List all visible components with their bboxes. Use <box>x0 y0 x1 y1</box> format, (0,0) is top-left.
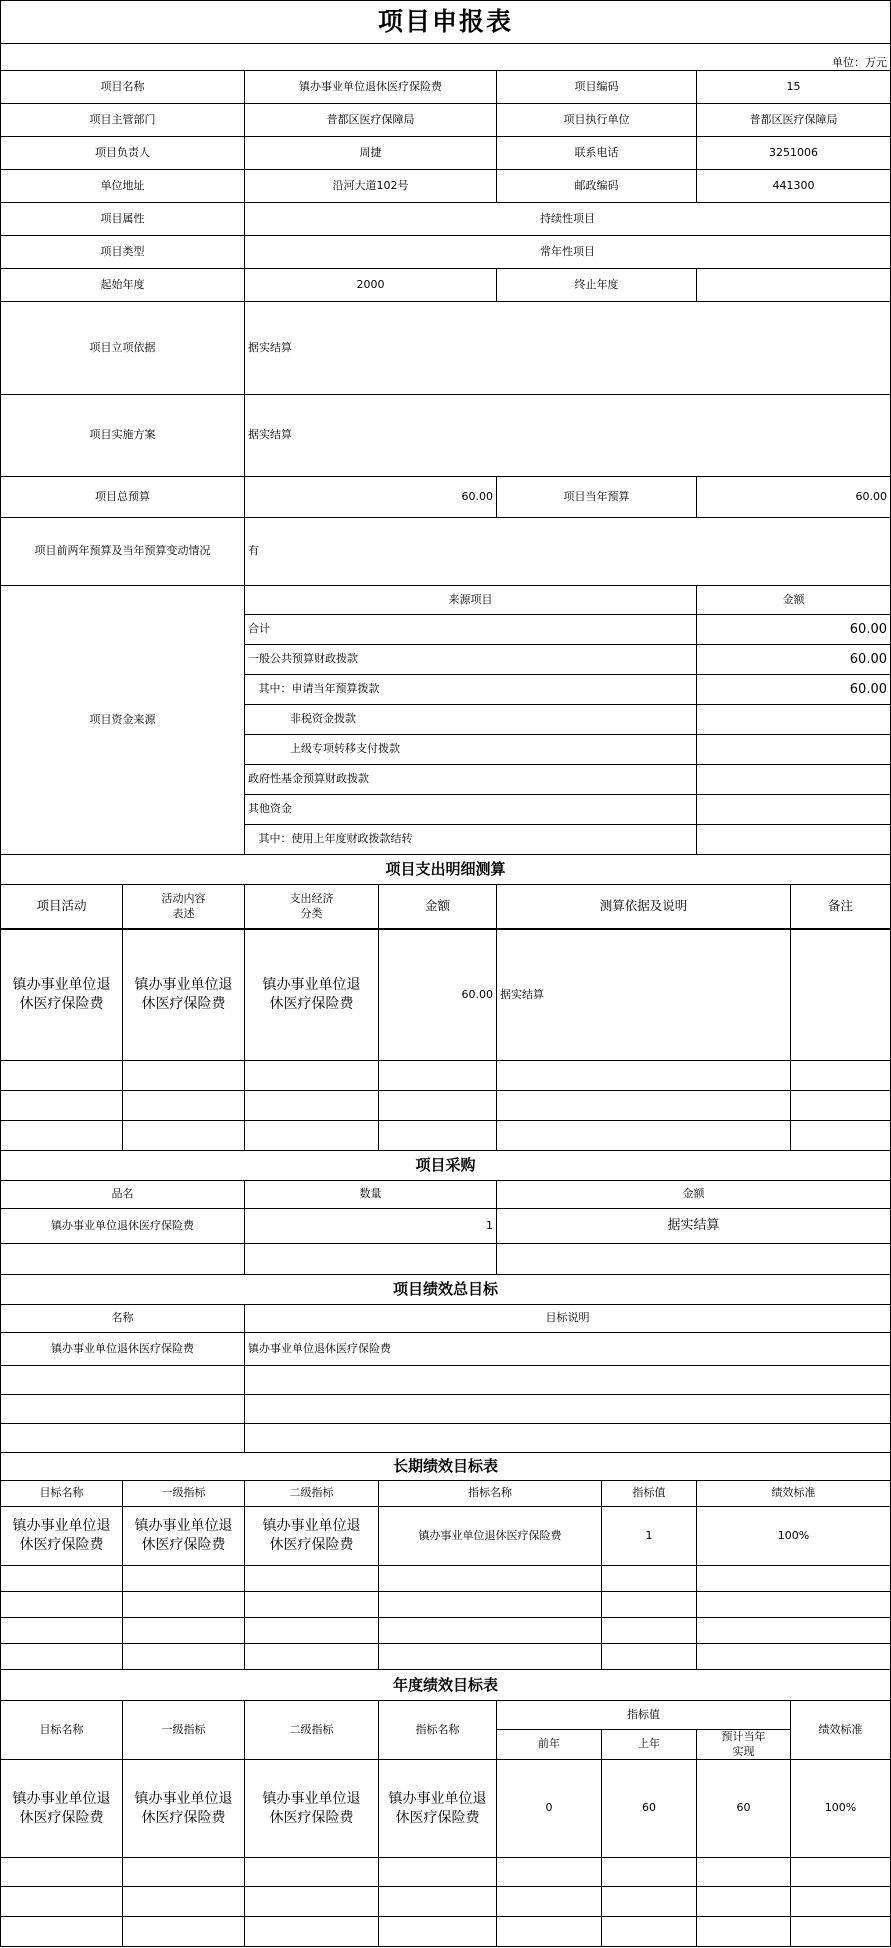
funding-row-name: 上级专项转移支付拨款 <box>244 734 697 765</box>
expense-content: 镇办事业单位退 休医疗保险费 <box>122 928 245 1061</box>
value-leader: 周捷 <box>244 136 497 170</box>
longterm-empty-cell <box>122 1565 245 1592</box>
goal-header: 名称 <box>0 1304 245 1333</box>
expense-empty-cell <box>496 1060 791 1091</box>
goal-empty-cell <box>244 1423 891 1453</box>
expense-empty-cell <box>0 1120 123 1151</box>
funding-row-name: 合计 <box>244 614 697 645</box>
procurement-item-amount: 据实结算 <box>496 1208 891 1244</box>
annual-prev2: 0 <box>496 1759 602 1858</box>
section-title-procurement: 项目采购 <box>0 1150 891 1181</box>
label-phone: 联系电话 <box>496 136 697 170</box>
expense-empty-cell <box>244 1090 379 1121</box>
longterm-empty-cell <box>0 1565 123 1592</box>
label-project-name: 项目名称 <box>0 70 245 104</box>
annual-empty-cell <box>244 1886 379 1917</box>
section-title-longterm: 长期绩效目标表 <box>0 1452 891 1481</box>
expense-note <box>790 928 891 1061</box>
longterm-header: 绩效标准 <box>696 1480 891 1507</box>
annual-header: 一级指标 <box>122 1700 245 1760</box>
longterm-header: 指标值 <box>601 1480 697 1507</box>
annual-empty-cell <box>122 1886 245 1917</box>
label-basis: 项目立项依据 <box>0 301 245 395</box>
longterm-empty-cell <box>696 1565 891 1592</box>
longterm-empty-cell <box>696 1591 891 1618</box>
annual-empty-cell <box>378 1916 497 1947</box>
label-address: 单位地址 <box>0 169 245 203</box>
expense-empty-cell <box>378 1120 497 1151</box>
longterm-empty-cell <box>601 1617 697 1644</box>
label-type: 项目类型 <box>0 235 245 269</box>
annual-standard: 100% <box>790 1759 891 1858</box>
annual-indicator: 镇办事业单位退 休医疗保险费 <box>378 1759 497 1858</box>
longterm-level2: 镇办事业单位退 休医疗保险费 <box>244 1506 379 1566</box>
procurement-header: 品名 <box>0 1180 245 1209</box>
annual-expected: 60 <box>696 1759 791 1858</box>
goal-empty-cell <box>0 1394 245 1424</box>
expense-empty-cell <box>122 1060 245 1091</box>
longterm-empty-cell <box>244 1565 379 1592</box>
procurement-empty-cell <box>0 1243 245 1275</box>
goal-header: 目标说明 <box>244 1304 891 1333</box>
annual-subheader: 前年 <box>496 1729 602 1760</box>
expense-empty-cell <box>378 1090 497 1121</box>
longterm-indicator: 镇办事业单位退休医疗保险费 <box>378 1506 602 1566</box>
label-leader: 项目负责人 <box>0 136 245 170</box>
expense-empty-cell <box>244 1120 379 1151</box>
funding-row-name: 一般公共预算财政拨款 <box>244 644 697 675</box>
section-title-annual: 年度绩效目标表 <box>0 1669 891 1701</box>
expense-empty-cell <box>496 1090 791 1121</box>
value-postcode: 441300 <box>696 169 891 203</box>
longterm-empty-cell <box>122 1617 245 1644</box>
funding-row-name: 其他资金 <box>244 794 697 825</box>
goal-name: 镇办事业单位退休医疗保险费 <box>0 1332 245 1366</box>
goal-empty-cell <box>244 1394 891 1424</box>
section-title-expense: 项目支出明细测算 <box>0 854 891 885</box>
longterm-empty-cell <box>601 1643 697 1670</box>
procurement-header: 数量 <box>244 1180 497 1209</box>
longterm-empty-cell <box>696 1643 891 1670</box>
unit-label: 单位：万元 <box>0 43 891 71</box>
value-project-code: 15 <box>696 70 891 104</box>
longterm-empty-cell <box>244 1591 379 1618</box>
annual-empty-cell <box>790 1886 891 1917</box>
value-budget-change: 有 <box>244 517 891 586</box>
procurement-item-qty: 1 <box>244 1208 497 1244</box>
expense-empty-cell <box>378 1060 497 1091</box>
annual-subheader: 预计当年 实现 <box>696 1729 791 1760</box>
annual-level2: 镇办事业单位退 休医疗保险费 <box>244 1759 379 1858</box>
label-exec-unit: 项目执行单位 <box>496 103 697 137</box>
expense-empty-cell <box>790 1090 891 1121</box>
value-phone: 3251006 <box>696 136 891 170</box>
annual-empty-cell <box>0 1857 123 1887</box>
value-plan: 据实结算 <box>244 394 891 477</box>
label-current-budget: 项目当年预算 <box>496 476 697 518</box>
annual-empty-cell <box>0 1916 123 1947</box>
label-project-code: 项目编码 <box>496 70 697 104</box>
expense-empty-cell <box>122 1120 245 1151</box>
longterm-target: 镇办事业单位退 休医疗保险费 <box>0 1506 123 1566</box>
annual-empty-cell <box>601 1886 697 1917</box>
annual-empty-cell <box>696 1886 791 1917</box>
longterm-empty-cell <box>378 1565 602 1592</box>
funding-row-amount <box>696 794 891 825</box>
annual-header: 指标名称 <box>378 1700 497 1760</box>
procurement-header: 金额 <box>496 1180 891 1209</box>
longterm-empty-cell <box>0 1617 123 1644</box>
funding-row-amount: 60.00 <box>696 644 891 675</box>
longterm-empty-cell <box>0 1591 123 1618</box>
expense-basis: 据实结算 <box>496 928 791 1061</box>
funding-row-amount: 60.00 <box>696 674 891 705</box>
annual-level1: 镇办事业单位退 休医疗保险费 <box>122 1759 245 1858</box>
value-start-year: 2000 <box>244 268 497 302</box>
annual-empty-cell <box>0 1886 123 1917</box>
expense-category: 镇办事业单位退 休医疗保险费 <box>244 928 379 1061</box>
expense-activity: 镇办事业单位退 休医疗保险费 <box>0 928 123 1061</box>
expense-header: 活动内容 表述 <box>122 884 245 929</box>
expense-header: 备注 <box>790 884 891 929</box>
value-current-budget: 60.00 <box>696 476 891 518</box>
funding-header-amount: 金额 <box>696 585 891 615</box>
annual-empty-cell <box>244 1916 379 1947</box>
expense-empty-cell <box>0 1090 123 1121</box>
funding-row-name: 其中：申请当年预算拨款 <box>244 674 697 705</box>
annual-empty-cell <box>696 1857 791 1887</box>
longterm-level1: 镇办事业单位退 休医疗保险费 <box>122 1506 245 1566</box>
longterm-empty-cell <box>378 1643 602 1670</box>
value-exec-unit: 普都区医疗保障局 <box>696 103 891 137</box>
longterm-header: 目标名称 <box>0 1480 123 1507</box>
expense-header: 项目活动 <box>0 884 123 929</box>
label-plan: 项目实施方案 <box>0 394 245 477</box>
expense-empty-cell <box>496 1120 791 1151</box>
funding-row-name: 政府性基金预算财政拨款 <box>244 764 697 795</box>
longterm-empty-cell <box>378 1591 602 1618</box>
annual-target: 镇办事业单位退 休医疗保险费 <box>0 1759 123 1858</box>
longterm-header: 二级指标 <box>244 1480 379 1507</box>
value-basis: 据实结算 <box>244 301 891 395</box>
funding-row-name: 其中：使用上年度财政拨款结转 <box>244 824 697 855</box>
label-postcode: 邮政编码 <box>496 169 697 203</box>
value-dept: 普都区医疗保障局 <box>244 103 497 137</box>
expense-empty-cell <box>790 1060 891 1091</box>
value-type: 常年性项目 <box>244 235 891 269</box>
funding-header-source: 来源项目 <box>244 585 697 615</box>
funding-row-amount <box>696 704 891 735</box>
label-start-year: 起始年度 <box>0 268 245 302</box>
longterm-empty-cell <box>378 1617 602 1644</box>
procurement-empty-cell <box>496 1243 891 1275</box>
annual-header: 目标名称 <box>0 1700 123 1760</box>
longterm-empty-cell <box>122 1643 245 1670</box>
annual-subheader: 上年 <box>601 1729 697 1760</box>
annual-prev1: 60 <box>601 1759 697 1858</box>
value-project-name: 镇办事业单位退休医疗保险费 <box>244 70 497 104</box>
longterm-empty-cell <box>601 1591 697 1618</box>
goal-empty-cell <box>0 1423 245 1453</box>
annual-empty-cell <box>244 1857 379 1887</box>
longterm-header: 指标名称 <box>378 1480 602 1507</box>
annual-empty-cell <box>790 1857 891 1887</box>
label-funding-source: 项目资金来源 <box>0 585 245 855</box>
expense-empty-cell <box>122 1090 245 1121</box>
longterm-empty-cell <box>696 1617 891 1644</box>
annual-empty-cell <box>696 1916 791 1947</box>
annual-empty-cell <box>496 1916 602 1947</box>
annual-empty-cell <box>378 1886 497 1917</box>
longterm-standard: 100% <box>696 1506 891 1566</box>
funding-row-amount <box>696 764 891 795</box>
longterm-empty-cell <box>244 1617 379 1644</box>
expense-header: 金额 <box>378 884 497 929</box>
funding-row-amount <box>696 824 891 855</box>
goal-desc: 镇办事业单位退休医疗保险费 <box>244 1332 891 1366</box>
value-end-year <box>696 268 891 302</box>
label-total-budget: 项目总预算 <box>0 476 245 518</box>
expense-empty-cell <box>244 1060 379 1091</box>
expense-header: 测算依据及说明 <box>496 884 791 929</box>
funding-row-amount: 60.00 <box>696 614 891 645</box>
longterm-empty-cell <box>601 1565 697 1592</box>
annual-empty-cell <box>122 1916 245 1947</box>
annual-header: 二级指标 <box>244 1700 379 1760</box>
expense-header: 支出经济 分类 <box>244 884 379 929</box>
goal-empty-cell <box>0 1365 245 1395</box>
label-attribute: 项目属性 <box>0 202 245 236</box>
longterm-empty-cell <box>122 1591 245 1618</box>
expense-empty-cell <box>790 1120 891 1151</box>
label-dept: 项目主管部门 <box>0 103 245 137</box>
form-title: 项目申报表 <box>0 0 891 44</box>
goal-empty-cell <box>244 1365 891 1395</box>
longterm-value: 1 <box>601 1506 697 1566</box>
value-address: 沿河大道102号 <box>244 169 497 203</box>
annual-empty-cell <box>496 1857 602 1887</box>
annual-empty-cell <box>122 1857 245 1887</box>
funding-row-amount <box>696 734 891 765</box>
annual-empty-cell <box>601 1857 697 1887</box>
section-title-goal: 项目绩效总目标 <box>0 1274 891 1305</box>
value-attribute: 持续性项目 <box>244 202 891 236</box>
funding-row-name: 非税资金拨款 <box>244 704 697 735</box>
longterm-header: 一级指标 <box>122 1480 245 1507</box>
annual-empty-cell <box>790 1916 891 1947</box>
longterm-empty-cell <box>0 1643 123 1670</box>
expense-amount: 60.00 <box>378 928 497 1061</box>
longterm-empty-cell <box>244 1643 379 1670</box>
label-end-year: 终止年度 <box>496 268 697 302</box>
value-total-budget: 60.00 <box>244 476 497 518</box>
annual-header: 指标值 <box>496 1700 791 1730</box>
label-budget-change: 项目前两年预算及当年预算变动情况 <box>0 517 245 586</box>
expense-empty-cell <box>0 1060 123 1091</box>
annual-empty-cell <box>496 1886 602 1917</box>
annual-empty-cell <box>378 1857 497 1887</box>
procurement-item-name: 镇办事业单位退休医疗保险费 <box>0 1208 245 1244</box>
annual-empty-cell <box>601 1916 697 1947</box>
annual-header: 绩效标准 <box>790 1700 891 1760</box>
procurement-empty-cell <box>244 1243 497 1275</box>
